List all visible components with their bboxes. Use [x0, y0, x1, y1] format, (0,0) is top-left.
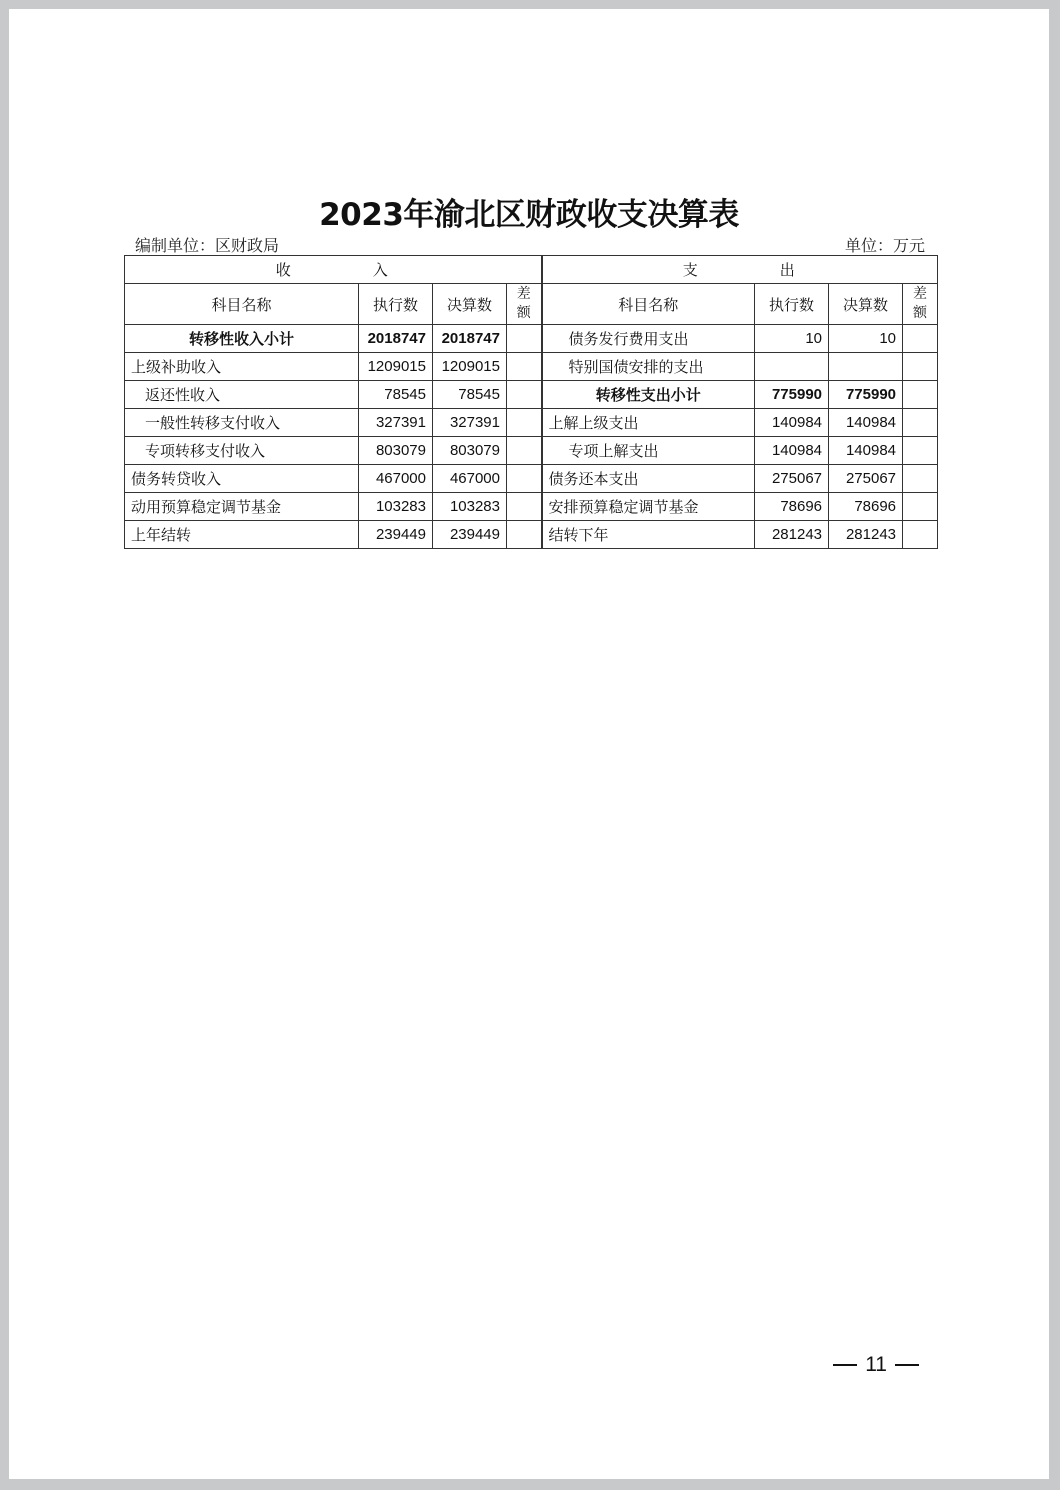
expense-diff	[903, 381, 938, 409]
expense-name: 债务还本支出	[542, 465, 755, 493]
expense-final: 775990	[829, 381, 903, 409]
expense-name: 转移性支出小计	[542, 381, 755, 409]
income-diff	[507, 325, 542, 353]
expense-header-char-2: 出	[779, 261, 797, 279]
page-number-value: 11	[865, 1353, 887, 1376]
expense-diff	[903, 353, 938, 381]
table-row	[125, 353, 938, 381]
income-final: 803079	[433, 437, 507, 465]
col-header-expense-diff	[903, 284, 938, 325]
expense-final: 78696	[829, 493, 903, 521]
income-name: 转移性收入小计	[125, 325, 359, 353]
table-row	[125, 409, 938, 437]
expense-name: 结转下年	[542, 521, 755, 549]
diff-char-1: 差	[516, 286, 531, 302]
income-name: 返还性收入	[125, 381, 359, 409]
diff-char-2: 额	[913, 305, 928, 321]
col-header-expense-name: 科目名称	[542, 284, 755, 325]
income-exec: 2018747	[359, 325, 433, 353]
income-diff	[507, 521, 542, 549]
expense-final: 140984	[829, 409, 903, 437]
col-header-income-diff	[507, 284, 542, 325]
column-header-row	[125, 284, 938, 325]
table-row	[125, 521, 938, 549]
expense-section-header	[542, 256, 938, 284]
compiler-label: 编制单位：区财政局	[135, 236, 280, 255]
income-final: 327391	[433, 409, 507, 437]
expense-final: 281243	[829, 521, 903, 549]
table-row	[125, 437, 938, 465]
income-exec: 239449	[359, 521, 433, 549]
expense-exec: 140984	[755, 409, 829, 437]
income-diff	[507, 437, 542, 465]
table-row	[125, 381, 938, 409]
income-name: 动用预算稳定调节基金	[125, 493, 359, 521]
dash-left	[833, 1364, 857, 1366]
expense-final	[829, 353, 903, 381]
col-header-expense-final: 决算数	[829, 284, 903, 325]
income-exec: 803079	[359, 437, 433, 465]
table-row	[125, 493, 938, 521]
col-header-income-final: 决算数	[433, 284, 507, 325]
expense-final: 275067	[829, 465, 903, 493]
expense-name: 债务发行费用支出	[542, 325, 755, 353]
col-header-expense-exec: 执行数	[755, 284, 829, 325]
expense-header-char-1: 支	[682, 261, 700, 279]
income-name: 上年结转	[125, 521, 359, 549]
unit-label: 单位：万元	[844, 236, 925, 255]
finance-table	[124, 255, 938, 549]
expense-exec	[755, 353, 829, 381]
expense-exec: 78696	[755, 493, 829, 521]
income-exec: 327391	[359, 409, 433, 437]
income-diff	[507, 409, 542, 437]
table-row	[125, 465, 938, 493]
expense-diff	[903, 437, 938, 465]
expense-diff	[903, 493, 938, 521]
col-header-income-name: 科目名称	[125, 284, 359, 325]
income-final: 78545	[433, 381, 507, 409]
expense-name: 上解上级支出	[542, 409, 755, 437]
expense-diff	[903, 409, 938, 437]
income-final: 467000	[433, 465, 507, 493]
expense-exec: 281243	[755, 521, 829, 549]
diff-char-1: 差	[913, 286, 928, 302]
document-page	[9, 9, 1049, 1479]
page-title: 2023年渝北区财政收支决算表	[319, 197, 739, 233]
income-final: 1209015	[433, 353, 507, 381]
page-number	[833, 1353, 919, 1377]
income-name: 上级补助收入	[125, 353, 359, 381]
income-name: 债务转贷收入	[125, 465, 359, 493]
table-row	[125, 325, 938, 353]
expense-exec: 10	[755, 325, 829, 353]
expense-name: 专项上解支出	[542, 437, 755, 465]
income-exec: 467000	[359, 465, 433, 493]
dash-right	[895, 1364, 919, 1366]
income-header-char-2: 入	[372, 261, 390, 279]
income-final: 103283	[433, 493, 507, 521]
income-name: 一般性转移支付收入	[125, 409, 359, 437]
income-diff	[507, 465, 542, 493]
income-exec: 78545	[359, 381, 433, 409]
income-diff	[507, 381, 542, 409]
income-exec: 103283	[359, 493, 433, 521]
expense-diff	[903, 465, 938, 493]
expense-name: 特别国债安排的支出	[542, 353, 755, 381]
income-diff	[507, 493, 542, 521]
diff-char-2: 额	[516, 305, 531, 321]
income-exec: 1209015	[359, 353, 433, 381]
expense-diff	[903, 325, 938, 353]
income-name: 专项转移支付收入	[125, 437, 359, 465]
expense-diff	[903, 521, 938, 549]
income-final: 239449	[433, 521, 507, 549]
expense-exec: 140984	[755, 437, 829, 465]
expense-final: 10	[829, 325, 903, 353]
expense-exec: 275067	[755, 465, 829, 493]
income-diff	[507, 353, 542, 381]
expense-name: 安排预算稳定调节基金	[542, 493, 755, 521]
income-final: 2018747	[433, 325, 507, 353]
expense-exec: 775990	[755, 381, 829, 409]
col-header-income-exec: 执行数	[359, 284, 433, 325]
expense-final: 140984	[829, 437, 903, 465]
section-header-row	[125, 256, 938, 284]
income-section-header	[125, 256, 542, 284]
income-header-char-1: 收	[275, 261, 293, 279]
